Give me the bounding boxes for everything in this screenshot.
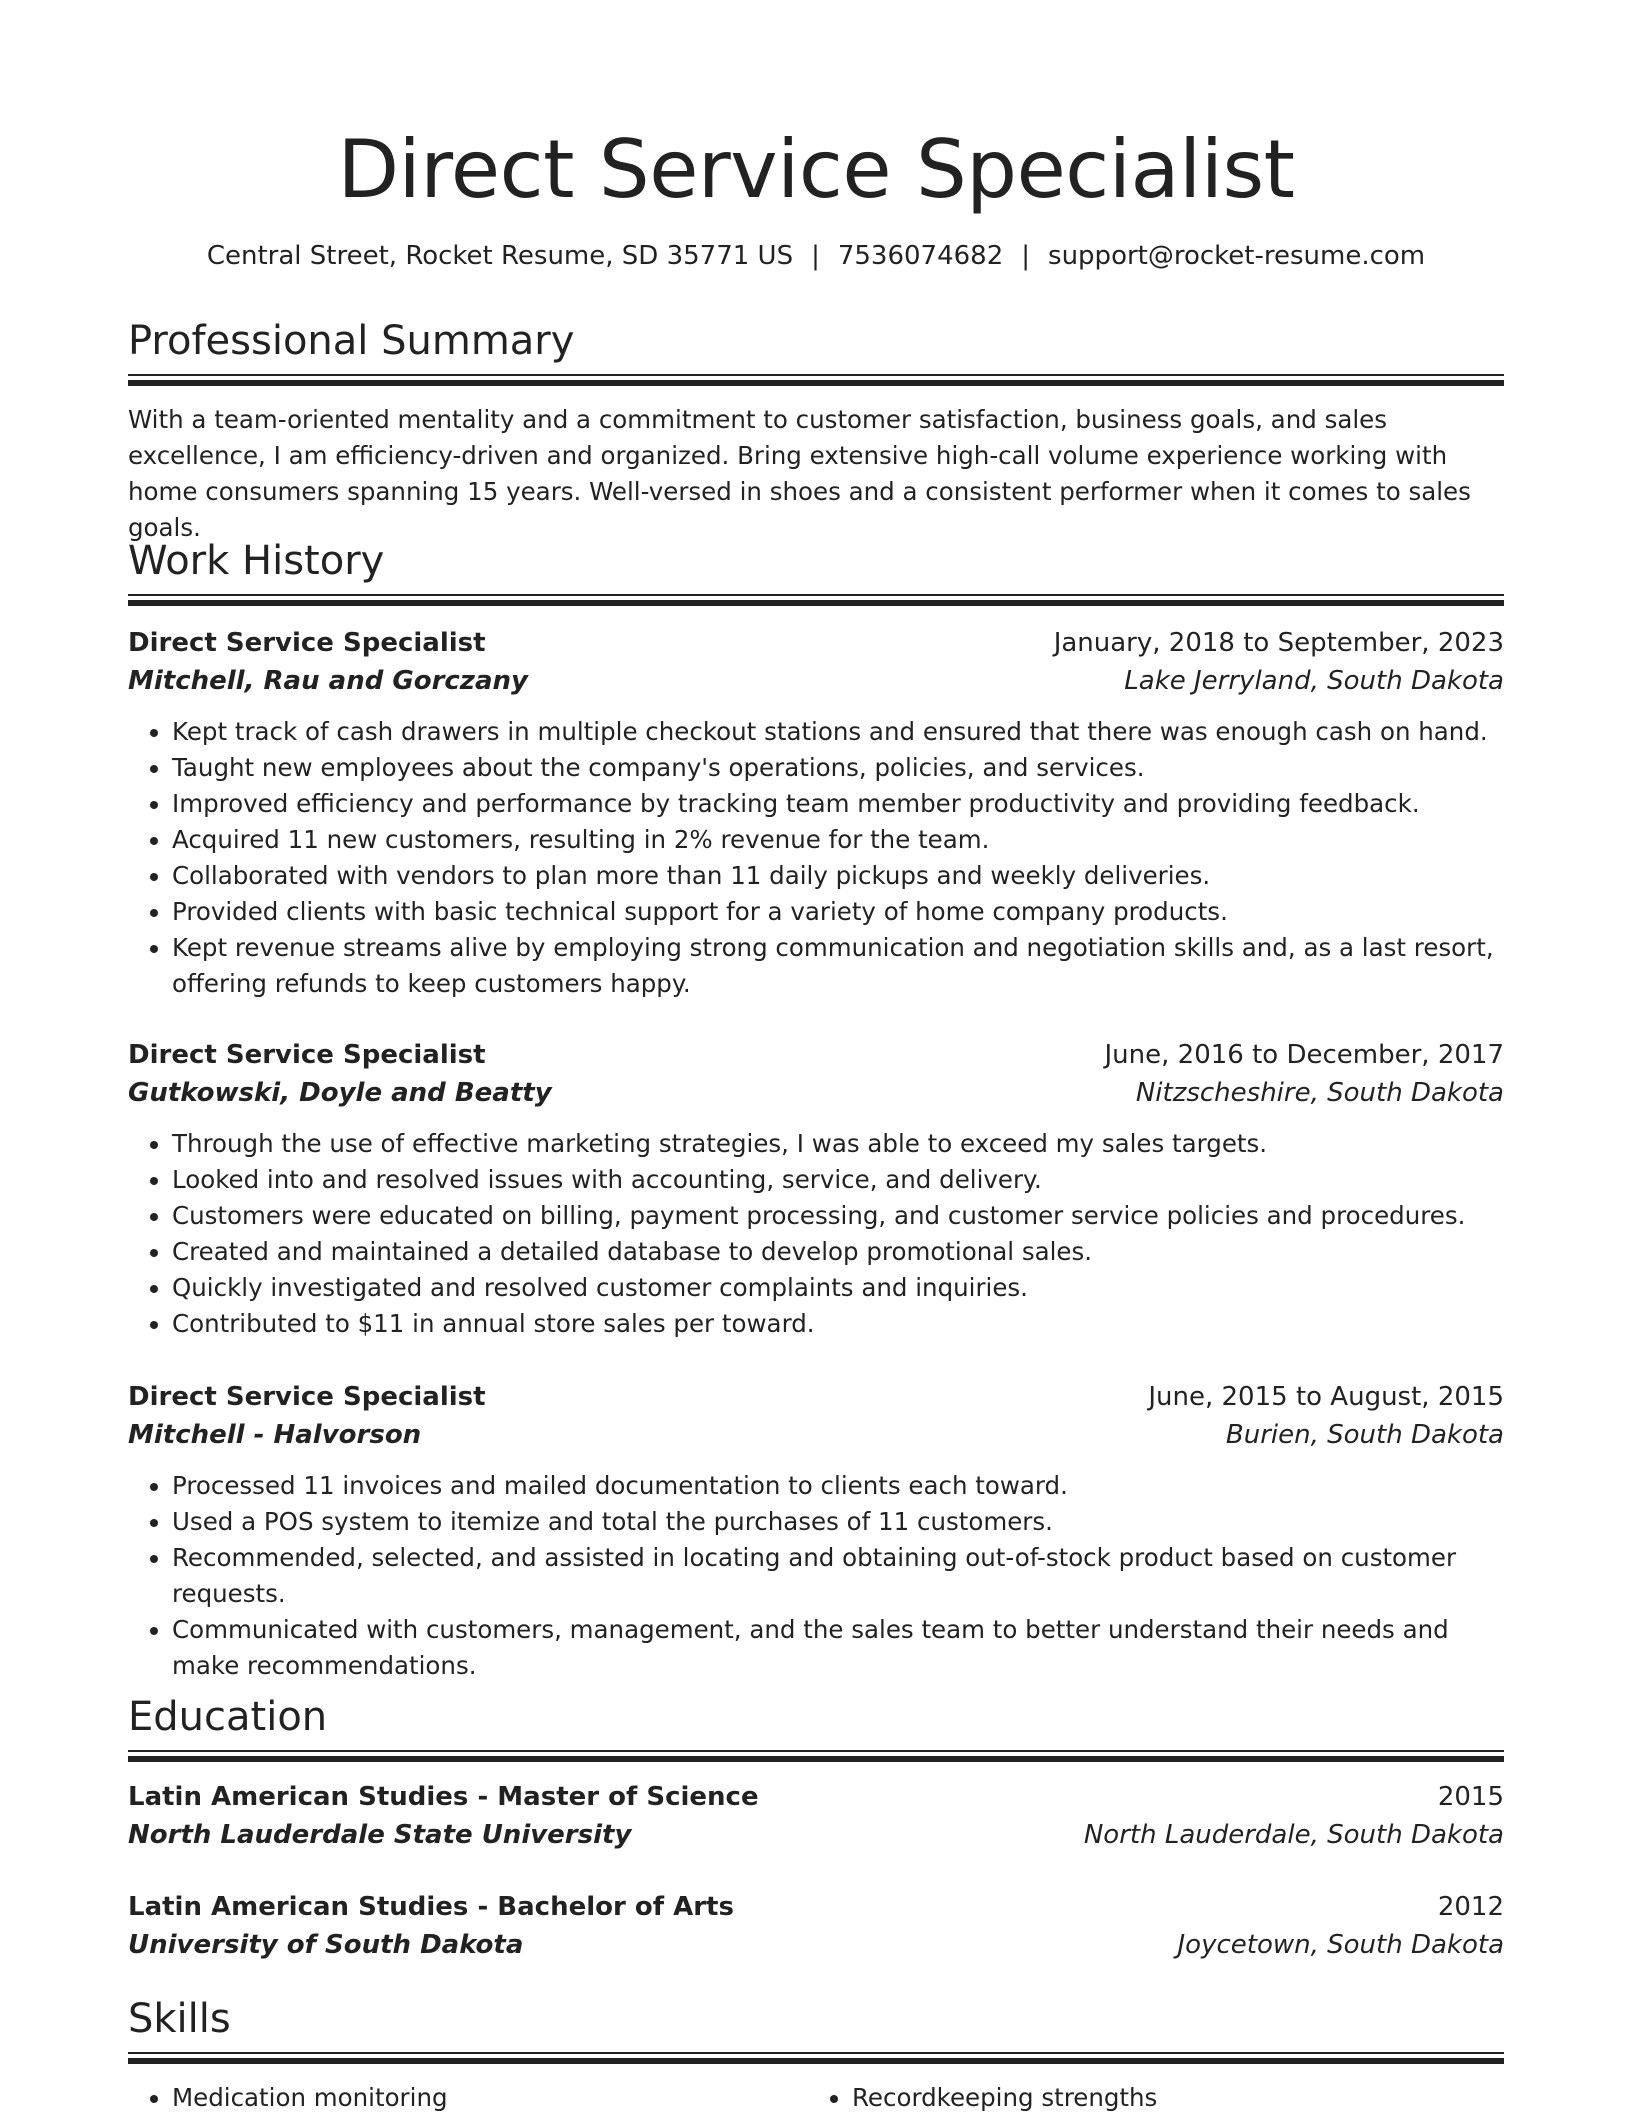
education-entry — [128, 1778, 1504, 1854]
skills-column-right — [808, 2080, 1488, 2116]
school-location: Joycetown, South Dakota — [1177, 1930, 1504, 1960]
school: North Lauderdale State University — [128, 1820, 632, 1850]
list-item: • Looked into and resolved issues with accounting, service, and delivery. — [172, 1162, 1504, 1198]
list-item: • Contributed to $11 in annual store sales per toward. — [172, 1306, 1504, 1342]
job-entry — [128, 624, 1504, 1002]
job-title: Direct Service Specialist — [128, 1040, 486, 1070]
list-item: • Through the use of effective marketing strategies, I was able to exceed my sales targets. — [172, 1126, 1504, 1162]
contact-line — [0, 238, 1632, 274]
job-entry — [128, 1378, 1504, 1684]
graduation-year: 2015 — [1437, 1782, 1504, 1812]
section-title-skills: Skills — [128, 1996, 231, 2042]
job-title: Direct Service Specialist — [128, 1382, 486, 1412]
list-item: • Taught new employees about the company's operations, policies, and services. — [172, 750, 1504, 786]
list-item: • Customers were educated on billing, payment processing, and customer service policies and procedures. — [172, 1198, 1504, 1234]
education-entry — [128, 1888, 1504, 1964]
list-item: • Collaborated with vendors to plan more than 11 daily pickups and weekly deliveries. — [172, 858, 1504, 894]
list-item: • Provided clients with basic technical support for a variety of home company products. — [172, 894, 1504, 930]
list-item: • Recordkeeping strengths — [852, 2080, 1488, 2116]
job-location: Lake Jerryland, South Dakota — [1124, 666, 1504, 696]
summary-text: With a team-oriented mentality and a commitment to customer satisfaction, business goals, and sales excellence, I am efficiency-driven and organized. Bring extensive high-call volume experience working with home consumers spanning 15 years. Well-versed in shoes and a consistent performer when it comes to sales goals. — [128, 405, 1471, 542]
section-title-work: Work History — [128, 538, 385, 584]
school-location: North Lauderdale, South Dakota — [1083, 1820, 1504, 1850]
list-item: • Used a POS system to itemize and total the purchases of 11 customers. — [172, 1504, 1504, 1540]
address: Central Street, Rocket Resume, SD 35771 US — [206, 241, 794, 271]
list-item: • Medication monitoring — [172, 2080, 808, 2116]
job-bullets — [128, 714, 1504, 1002]
section-rule — [128, 1750, 1504, 1762]
separator: | — [811, 241, 820, 271]
section-title-summary: Professional Summary — [128, 318, 575, 364]
job-company: Mitchell - Halvorson — [128, 1420, 422, 1450]
job-dates: June, 2015 to August, 2015 — [1148, 1382, 1504, 1412]
job-dates: January, 2018 to September, 2023 — [1053, 628, 1504, 658]
list-item: • Communicated with customers, management, and the sales team to better understand their needs and make recommendations. — [172, 1612, 1504, 1684]
list-item: • Quickly investigated and resolved customer complaints and inquiries. — [172, 1270, 1504, 1306]
job-company: Gutkowski, Doyle and Beatty — [128, 1078, 552, 1108]
list-item: • Kept track of cash drawers in multiple checkout stations and ensured that there was enough cash on hand. — [172, 714, 1504, 750]
email: support@rocket-resume.com — [1048, 241, 1426, 271]
skills-column-left — [128, 2080, 808, 2116]
job-location: Burien, South Dakota — [1225, 1420, 1504, 1450]
job-title: Direct Service Specialist — [128, 628, 486, 658]
job-bullets — [128, 1468, 1504, 1684]
job-entry — [128, 1036, 1504, 1342]
degree: Latin American Studies - Master of Science — [128, 1782, 759, 1812]
section-rule — [128, 594, 1504, 606]
list-item: • Acquired 11 new customers, resulting in 2% revenue for the team. — [172, 822, 1504, 858]
section-rule — [128, 2052, 1504, 2064]
section-rule — [128, 374, 1504, 386]
list-item: • Created and maintained a detailed database to develop promotional sales. — [172, 1234, 1504, 1270]
graduation-year: 2012 — [1437, 1892, 1504, 1922]
skills-list — [128, 2080, 1504, 2116]
section-title-education: Education — [128, 1694, 328, 1740]
list-item: • Recommended, selected, and assisted in locating and obtaining out-of-stock product based on customer requests. — [172, 1540, 1504, 1612]
school: University of South Dakota — [128, 1930, 524, 1960]
job-company: Mitchell, Rau and Gorczany — [128, 666, 528, 696]
job-bullets — [128, 1126, 1504, 1342]
phone: 7536074682 — [837, 241, 1004, 271]
candidate-name: Direct Service Specialist — [337, 123, 1295, 216]
list-item: • Kept revenue streams alive by employing strong communication and negotiation skills and, as a last resort, offering refunds to keep customers happy. — [172, 930, 1504, 1002]
list-item: • Processed 11 invoices and mailed documentation to clients each toward. — [172, 1468, 1504, 1504]
list-item: • Improved efficiency and performance by tracking team member productivity and providing feedback. — [172, 786, 1504, 822]
degree: Latin American Studies - Bachelor of Arts — [128, 1892, 734, 1922]
job-location: Nitzscheshire, South Dakota — [1135, 1078, 1504, 1108]
separator: | — [1021, 241, 1031, 271]
job-dates: June, 2016 to December, 2017 — [1104, 1040, 1504, 1070]
